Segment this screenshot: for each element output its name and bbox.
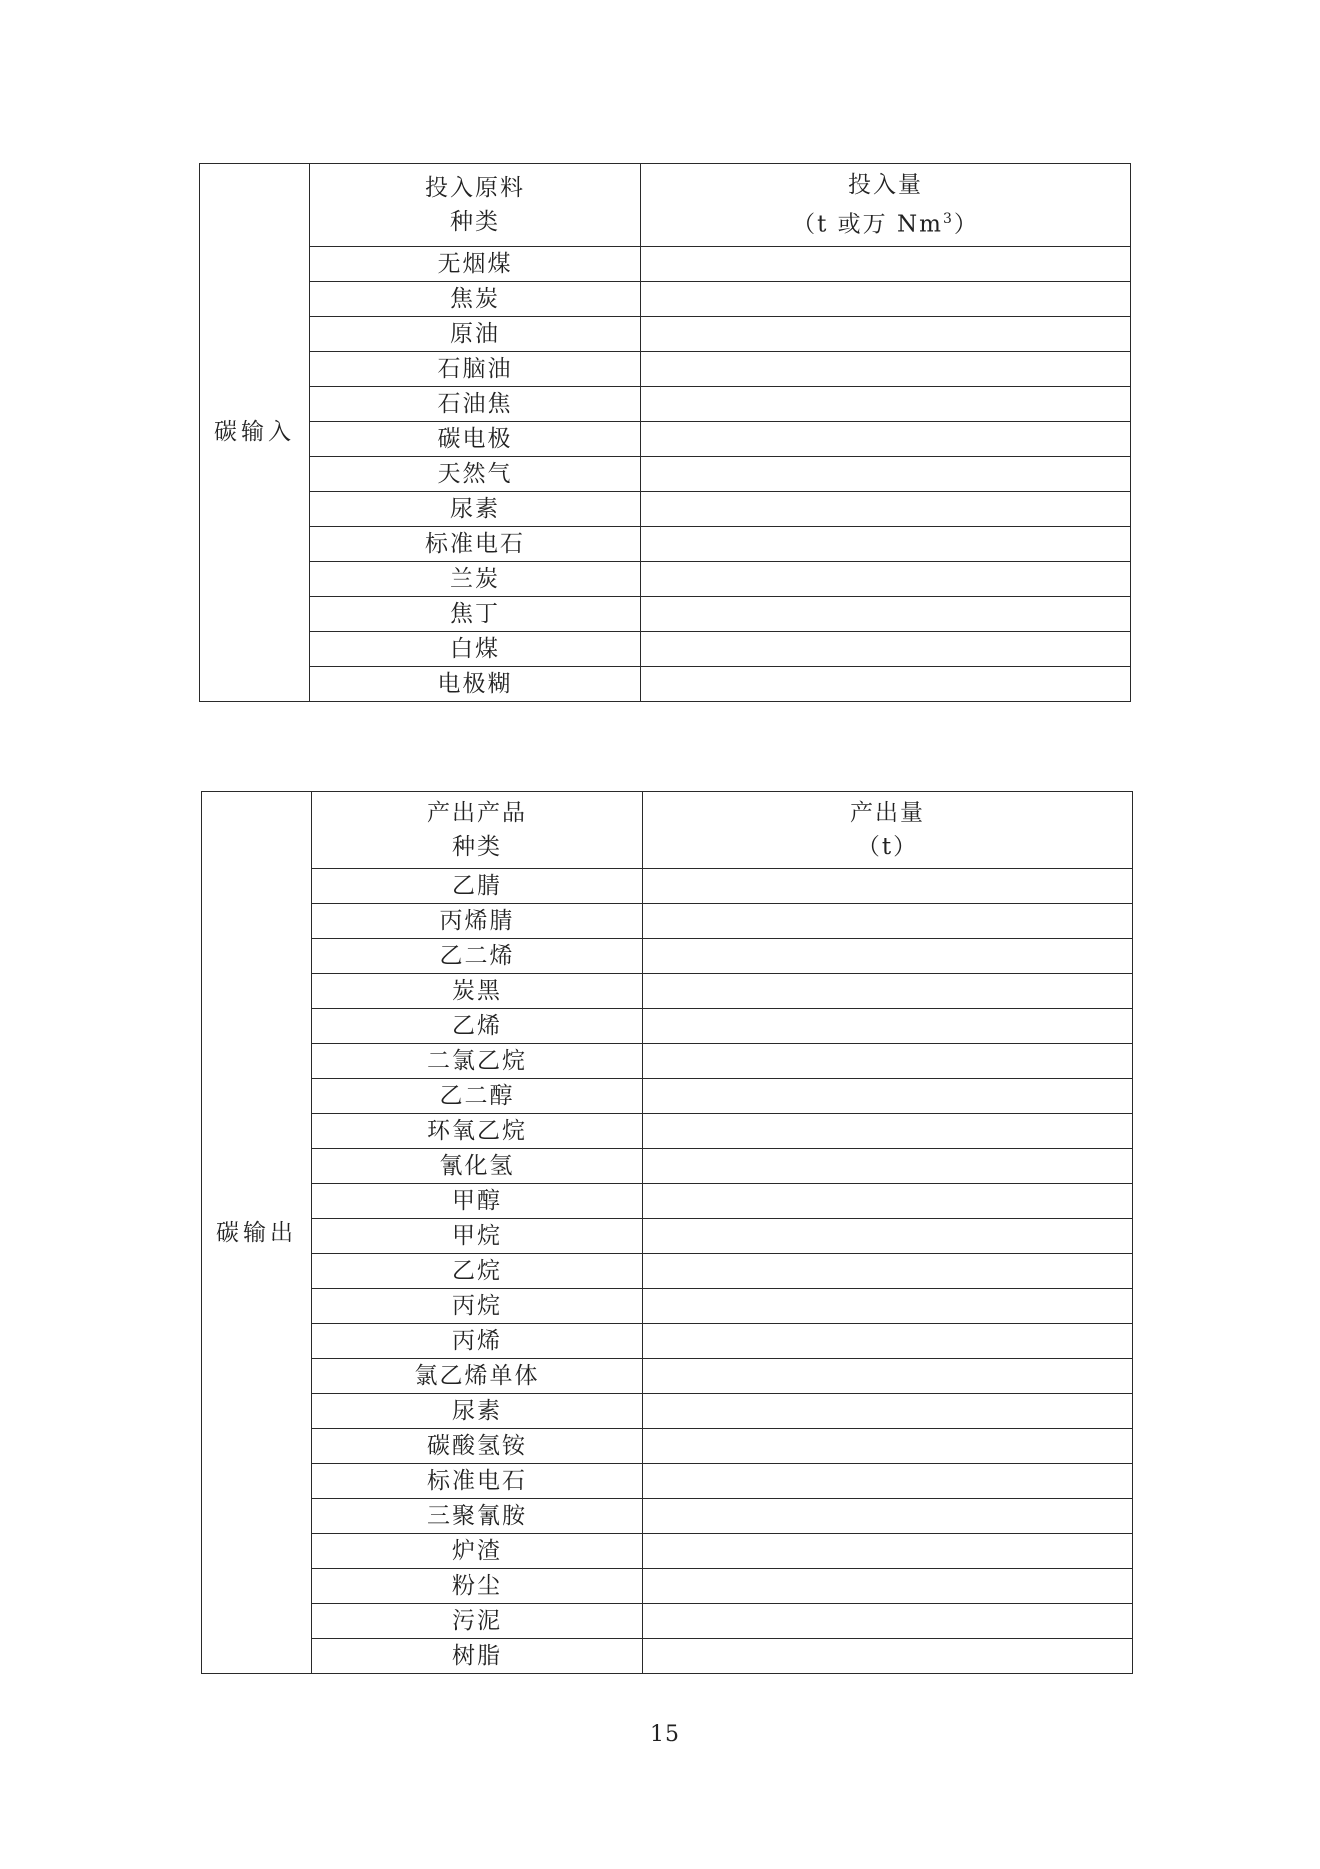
item-name-cell: 炭黑 — [312, 974, 643, 1009]
item-name-cell: 石油焦 — [310, 386, 641, 421]
item-name-cell: 石脑油 — [310, 351, 641, 386]
header-line: （t 或万 Nm$^3$） — [792, 211, 979, 238]
item-name-cell: 乙烯 — [312, 1009, 643, 1044]
item-name-cell: 乙二醇 — [312, 1079, 643, 1114]
amount-cell[interactable] — [641, 631, 1131, 666]
item-name-cell: 环氧乙烷 — [312, 1114, 643, 1149]
item-name-cell: 电极糊 — [310, 666, 641, 701]
item-name-cell: 乙烷 — [312, 1254, 643, 1289]
amount-cell[interactable] — [643, 1499, 1133, 1534]
amount-cell[interactable] — [643, 904, 1133, 939]
item-name-cell: 三聚氰胺 — [312, 1499, 643, 1534]
table-row — [200, 456, 1131, 491]
table-row — [200, 421, 1131, 456]
table-row — [202, 1114, 1133, 1149]
table-row — [202, 1639, 1133, 1674]
table-row — [200, 596, 1131, 631]
table-row — [200, 281, 1131, 316]
amount-cell[interactable] — [641, 456, 1131, 491]
table-row — [200, 631, 1131, 666]
amount-cell[interactable] — [643, 1044, 1133, 1079]
amount-cell[interactable] — [641, 491, 1131, 526]
amount-cell[interactable] — [643, 1289, 1133, 1324]
amount-cell[interactable] — [641, 246, 1131, 281]
item-name-cell: 白煤 — [310, 631, 641, 666]
item-name-cell: 标准电石 — [310, 526, 641, 561]
amount-cell[interactable] — [641, 596, 1131, 631]
column-header-item — [312, 792, 643, 869]
group-label: 碳输出 — [202, 792, 312, 1674]
item-name-cell: 树脂 — [312, 1639, 643, 1674]
table-row — [200, 246, 1131, 281]
column-header-item — [310, 164, 641, 247]
amount-cell[interactable] — [643, 1324, 1133, 1359]
table-row — [202, 1569, 1133, 1604]
header-line: 产出产品 — [427, 800, 527, 826]
amount-cell[interactable] — [643, 1009, 1133, 1044]
table-row — [202, 1394, 1133, 1429]
header-line: 种类 — [452, 834, 502, 860]
table-row — [202, 1079, 1133, 1114]
table-row — [202, 1044, 1133, 1079]
table-row — [202, 1149, 1133, 1184]
table-row — [202, 1464, 1133, 1499]
header-line: （t） — [856, 834, 919, 860]
table-row — [202, 1184, 1133, 1219]
amount-cell[interactable] — [643, 1464, 1133, 1499]
amount-cell[interactable] — [641, 281, 1131, 316]
table-row — [202, 1324, 1133, 1359]
item-name-cell: 氰化氢 — [312, 1149, 643, 1184]
amount-cell[interactable] — [641, 666, 1131, 701]
item-name-cell: 粉尘 — [312, 1569, 643, 1604]
table-row — [202, 1359, 1133, 1394]
table-row — [202, 904, 1133, 939]
item-name-cell: 焦丁 — [310, 596, 641, 631]
table-row — [200, 316, 1131, 351]
table-header-row — [200, 164, 1131, 247]
table-row — [200, 561, 1131, 596]
amount-cell[interactable] — [643, 869, 1133, 904]
page-number: 15 — [650, 1722, 680, 1747]
item-name-cell: 甲醇 — [312, 1184, 643, 1219]
table-row — [200, 666, 1131, 701]
header-line: 投入原料 — [425, 174, 525, 201]
amount-cell[interactable] — [641, 351, 1131, 386]
amount-cell[interactable] — [643, 1604, 1133, 1639]
item-name-cell: 天然气 — [310, 456, 641, 491]
amount-cell[interactable] — [643, 1114, 1133, 1149]
table-row — [200, 526, 1131, 561]
amount-cell[interactable] — [643, 1639, 1133, 1674]
amount-cell[interactable] — [643, 1149, 1133, 1184]
amount-cell[interactable] — [641, 421, 1131, 456]
table-row — [202, 1499, 1133, 1534]
amount-cell[interactable] — [643, 974, 1133, 1009]
table-row — [202, 939, 1133, 974]
table-row — [202, 1289, 1133, 1324]
item-name-cell: 氯乙烯单体 — [312, 1359, 643, 1394]
table-row — [202, 1604, 1133, 1639]
item-name-cell: 碳酸氢铵 — [312, 1429, 643, 1464]
amount-cell[interactable] — [643, 1569, 1133, 1604]
table-row — [202, 1254, 1133, 1289]
table-header-row — [202, 792, 1133, 869]
amount-cell[interactable] — [643, 1079, 1133, 1114]
carbon-input-table — [199, 163, 1131, 702]
table-row — [202, 869, 1133, 904]
header-line: 产出量 — [850, 800, 925, 826]
item-name-cell: 二氯乙烷 — [312, 1044, 643, 1079]
table-row — [202, 1534, 1133, 1569]
amount-cell[interactable] — [641, 526, 1131, 561]
amount-cell[interactable] — [641, 561, 1131, 596]
item-name-cell: 丙烯腈 — [312, 904, 643, 939]
item-name-cell: 丙烯 — [312, 1324, 643, 1359]
amount-cell[interactable] — [643, 1429, 1133, 1464]
item-name-cell: 甲烷 — [312, 1219, 643, 1254]
table-row — [200, 351, 1131, 386]
amount-cell[interactable] — [641, 386, 1131, 421]
header-line: 种类 — [450, 208, 500, 235]
amount-cell[interactable] — [641, 316, 1131, 351]
item-name-cell: 炉渣 — [312, 1534, 643, 1569]
item-name-cell: 尿素 — [310, 491, 641, 526]
table-row — [202, 1219, 1133, 1254]
table-row — [202, 1009, 1133, 1044]
carbon-output-table — [201, 791, 1133, 1674]
item-name-cell: 焦炭 — [310, 281, 641, 316]
amount-cell[interactable] — [643, 1394, 1133, 1429]
amount-cell[interactable] — [643, 1254, 1133, 1289]
header-line: 投入量 — [848, 172, 923, 198]
item-name-cell: 乙二烯 — [312, 939, 643, 974]
table-row — [202, 974, 1133, 1009]
table-row — [200, 386, 1131, 421]
item-name-cell: 尿素 — [312, 1394, 643, 1429]
item-name-cell: 无烟煤 — [310, 246, 641, 281]
amount-cell[interactable] — [643, 1359, 1133, 1394]
group-label: 碳输入 — [200, 164, 310, 702]
column-header-value — [643, 792, 1133, 869]
amount-cell[interactable] — [643, 1219, 1133, 1254]
item-name-cell: 原油 — [310, 316, 641, 351]
column-header-value — [641, 164, 1131, 247]
item-name-cell: 丙烷 — [312, 1289, 643, 1324]
table-row — [202, 1429, 1133, 1464]
amount-cell[interactable] — [643, 1534, 1133, 1569]
amount-cell[interactable] — [643, 1184, 1133, 1219]
item-name-cell: 兰炭 — [310, 561, 641, 596]
amount-cell[interactable] — [643, 939, 1133, 974]
table-row — [200, 491, 1131, 526]
item-name-cell: 污泥 — [312, 1604, 643, 1639]
item-name-cell: 乙腈 — [312, 869, 643, 904]
item-name-cell: 碳电极 — [310, 421, 641, 456]
item-name-cell: 标准电石 — [312, 1464, 643, 1499]
